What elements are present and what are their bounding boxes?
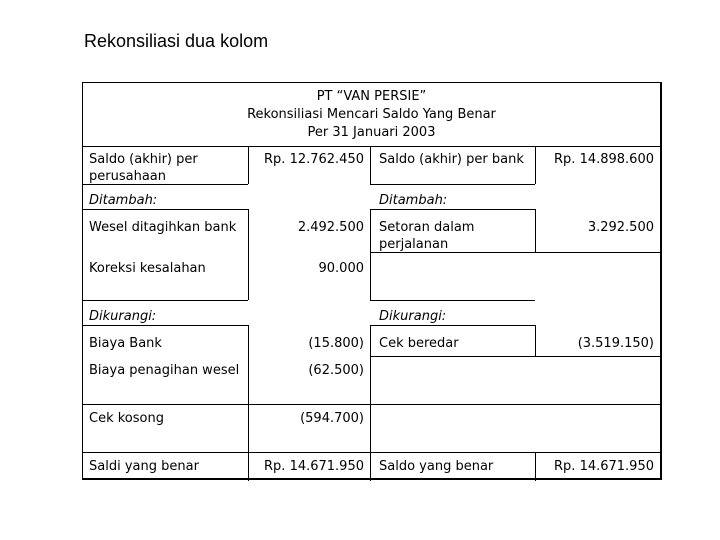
row-divider [370,184,535,185]
left-ditambah-label: Ditambah: [89,193,158,208]
left-cek-kosong-label: Cek kosong [89,411,164,426]
right-setoran-label: Setoran dalam perjalanan [379,220,475,252]
left-koreksi-label: Koreksi kesalahan [89,261,206,276]
statement-subtitle: Rekonsiliasi Mencari Saldo Yang Benar [247,107,496,122]
left-biaya-bank-label: Biaya Bank [89,336,162,351]
left-saldo-benar-value: Rp. 14.671.950 [264,459,364,474]
left-biaya-wesel-label: Biaya penagihan wesel [89,363,240,378]
row-divider [83,325,248,326]
right-dikurangi-label: Dikurangi: [379,309,447,324]
right-ditambah-label: Ditambah: [379,193,448,208]
left-saldo-benar-label: Saldi yang benar [89,459,199,474]
left-cek-kosong-value: (594.700) [300,411,364,426]
row-divider [83,300,248,301]
left-wesel-label: Wesel ditagihkan bank [89,220,237,235]
left-saldo-label: Saldo (akhir) per perusahaan [89,152,198,184]
row-divider [370,356,661,357]
column-divider [370,209,371,300]
table-header [83,83,660,147]
row-divider [83,452,661,453]
right-saldo-value: Rp. 14.898.600 [554,152,654,167]
right-saldo-label: Saldo (akhir) per bank [379,152,524,167]
company-name: PT “VAN PERSIE” [316,89,427,104]
slide-title: Rekonsiliasi dua kolom [84,31,269,51]
right-cek-beredar-value: (3.519.150) [577,336,654,351]
left-wesel-value: 2.492.500 [297,220,364,235]
left-biaya-bank-value: (15.800) [308,336,364,351]
statement-date: Per 31 Januari 2003 [307,125,436,140]
right-saldo-benar-label: Saldo yang benar [379,459,494,474]
right-saldo-benar-value: Rp. 14.671.950 [554,459,654,474]
row-divider [370,300,535,301]
row-divider [370,325,535,326]
row-divider [83,209,248,210]
left-koreksi-value: 90.000 [318,261,364,276]
column-divider [370,146,371,184]
row-divider [370,209,535,210]
reconciliation-table [82,82,662,480]
right-setoran-value: 3.292.500 [587,220,654,235]
left-biaya-wesel-value: (62.500) [308,363,364,378]
left-saldo-value: Rp. 12.762.450 [264,152,364,167]
left-dikurangi-label: Dikurangi: [89,309,157,324]
right-cek-beredar-label: Cek beredar [379,336,459,351]
row-divider [83,404,661,405]
header-divider [83,146,661,147]
column-divider [370,325,371,481]
